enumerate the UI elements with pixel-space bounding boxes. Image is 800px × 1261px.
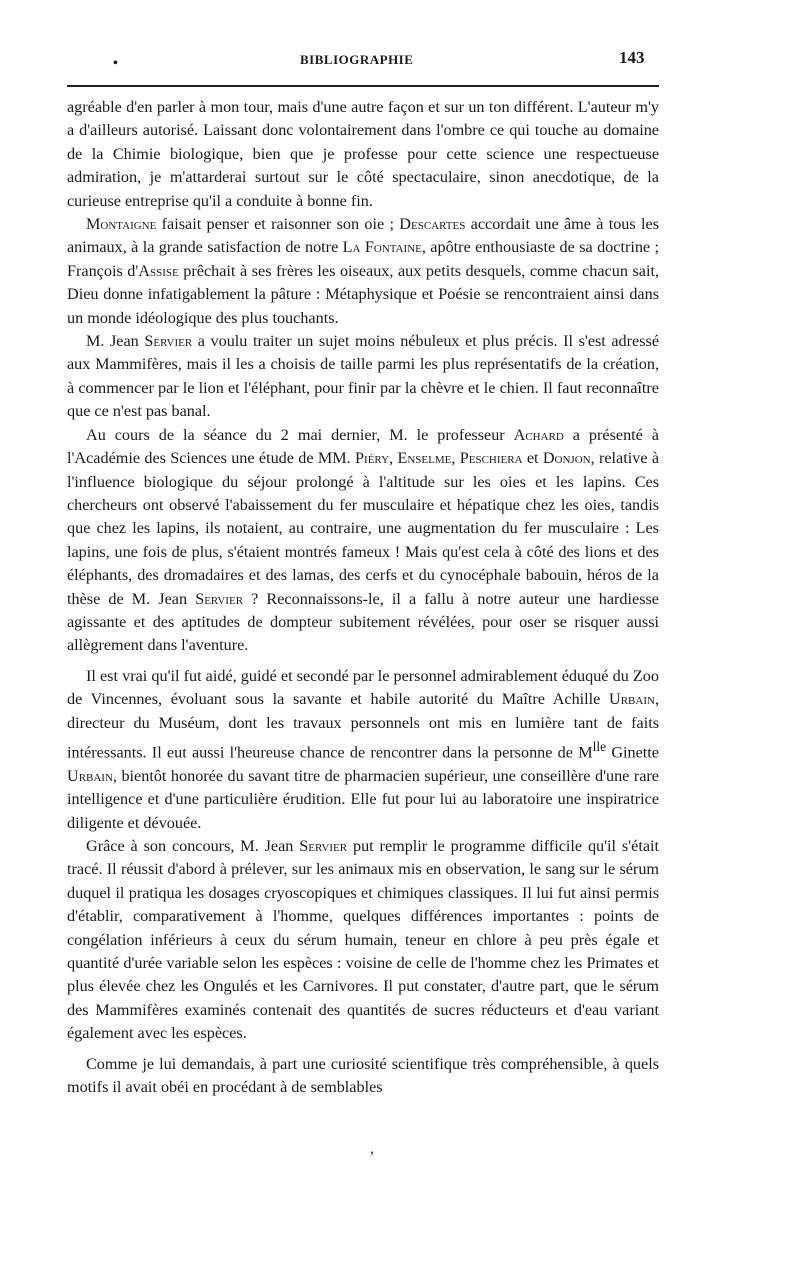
paragraph-2 bbox=[67, 213, 659, 330]
p4-text-1: a présenté à l'Académie des Sciences une étude de MM. bbox=[67, 425, 659, 468]
name-servier-2: Servier bbox=[195, 589, 244, 608]
p6-text: put remplir le programme difficile qu'il s'était tracé. Il réussit d'abord à prélever, sur les animaux mis en observation, le sang sur le sérum duquel il pratiqua les dosages cryoscopiques et chimiques classiques. Il lui fut ainsi permis d'établir, comparativement à l'homme, quelques différences importantes : points de congélation inférieurs à ceux du sérum humain, teneur en chlore à peu près égale et quantité d'urée variable selon les espèces : voisine de celle de l'homme chez les Primates et plus élevée chez les Ongulés et les Carnivores. Il put constater, d'autre part, que le sérum des Mammifères examinés contenait des quantités de sucres réducteurs et d'eau variant également avec les espèces. bbox=[67, 836, 659, 1043]
name-urbain-1: Urbain bbox=[609, 690, 655, 709]
name-montaigne: Montaigne bbox=[86, 215, 157, 234]
name-peschiera: Peschiera bbox=[459, 449, 523, 468]
p3-lead: M. Jean bbox=[86, 332, 145, 351]
p2-text-b: accordait une âme à tous les animaux, à la grande satisfaction de notre bbox=[67, 215, 659, 257]
running-head: BIBLIOGRAPHIE bbox=[300, 52, 414, 67]
p3-text: a voulu traiter un sujet moins nébuleux et plus précis. Il s'est adressé aux Mammifères, mais il les a choisis de taille parmi les plus représentatifs de la création, à commencer par le lion et l'éléphant, pour finir par la chèvre et le chien. Il faut reconnaître que ce n'est pas banal. bbox=[67, 332, 660, 421]
paragraph-1: agréable d'en parler à mon tour, mais d'une autre façon et sur un ton différent. L'auteur m'y a d'ailleurs autorisé. Laissant donc volontairement dans l'ombre ce qui touche au domaine de la Chimie biologique, bien que je professe pour cette science une respectueuse admiration, je m'attarderai surtout sur le côté spectaculaire, sinon anecdotique, de la curieuse entreprise qu'il a conduite à bonne fin. bbox=[67, 98, 659, 210]
p4-lead: Au cours de la séance du 2 mai dernier, M. le professeur bbox=[86, 425, 514, 444]
name-urbain-2: Urbain bbox=[67, 766, 113, 785]
body-text bbox=[67, 96, 659, 1099]
name-descartes: Descartes bbox=[399, 215, 466, 234]
p5-text-3: , bientôt honorée du savant titre de pharmacien supérieur, une conseillère d'une rare intelligence et d'une particulière érudition. Elle fut pour lui au laboratoire une inspiratrice diligente et dévouée. bbox=[67, 766, 659, 832]
paragraph-4: Au cours de la séance du 2 mai dernier, M. le professeur Achard a présenté à l'Académie des Sciences une étude de MM. Piéry, Enselme, Peschiera et Donjon, relative à l'influence biologique du séjour prolongé à l'altitude sur les oies et les lapins. Ces chercheurs ont observé l'abaissement du fer musculaire et hépatique chez les oies, tandis que chez les lapins, ils notaient, au contraire, une augmentation du fer musculaire : Les lapins, une fois de plus, s'étaient montrés fameux ! Mais qu'est cela à côté des lions et des éléphants, des dromadaires et des lamas, des cerfs et du cynocéphale babouin, héros de la thèse de M. Jean Servier ? Reconnaissons-le, il a fallu à notre auteur une hardiesse agissante et des aptitudes de dompteur subitement révélées, pour oser se risquer aussi allègrement dans l'aventure. bbox=[67, 425, 660, 655]
header-rule bbox=[67, 85, 659, 87]
name-servier-3: Servier bbox=[299, 836, 348, 855]
page-number: 143 bbox=[619, 48, 645, 67]
p4-text-3: ? Reconnaissons-le, il a fallu à notre auteur une hardiesse agissante et des aptitudes de dompteur subitement révélées, pour oser se risquer aussi allègrement dans l'aventure. bbox=[67, 589, 659, 655]
name-servier-1: Servier bbox=[144, 332, 193, 351]
footer-mark: , bbox=[370, 1140, 374, 1157]
name-assise: Assise bbox=[138, 261, 179, 280]
paragraph-3 bbox=[67, 330, 659, 424]
p2-text-a: faisait penser et raisonner son oie ; bbox=[161, 215, 400, 234]
header-dot: • bbox=[113, 56, 118, 71]
p5-lead: Il est vrai qu'il fut aidé, guidé et secondé par le personnel admirablement éduqué du Zoo de Vincennes, évoluant sous la savante et habile autorité du Maître Achille bbox=[67, 666, 659, 709]
paragraph-7: Comme je lui demandais, à part une curiosité scientifique très compréhensible, à quels motifs il avait obéi en procédant à de semblables bbox=[67, 1054, 659, 1097]
p5-text-1: , directeur du Muséum, dont les travaux personnels ont mis en lumière tant de faits intéressants. Il eut aussi l'heureuse chance de rencontrer dans la personne de M bbox=[67, 690, 659, 762]
name-enselme: Enselme bbox=[397, 449, 452, 468]
p5-text-2: Ginette bbox=[606, 743, 659, 762]
name-donjon: Donjon bbox=[542, 449, 591, 468]
paragraph-6 bbox=[67, 835, 659, 1046]
paragraph-5 bbox=[67, 665, 659, 835]
p6-lead: Grâce à son concours, M. Jean bbox=[86, 836, 300, 855]
name-piery: Piéry bbox=[355, 449, 390, 468]
p4-text-2: , relative à l'influence biologique du séjour prolongé à l'altitude sur les oies et les lapins. Ces chercheurs ont observé l'abaissement du fer musculaire et hépatique chez les oies, tandis que chez les lapins, ils notaient, au contraire, une augmentation du fer musculaire : Les lapins, une fois de plus, s'étaient montrés fameux ! Mais qu'est cela à côté des lions et des éléphants, des dromadaires et des lamas, des cerfs et du cynocéphale babouin, héros de la thèse de M. Jean bbox=[67, 449, 660, 608]
name-achard: Achard bbox=[513, 425, 564, 444]
name-la-fontaine: La Fontaine bbox=[342, 238, 422, 257]
p2-text-c: , apôtre enthousiaste de sa doctrine ; François d' bbox=[67, 238, 659, 280]
p2-text-d: prêchait à ses frères les oiseaux, aux petits desquels, comme chacun sait, Dieu donne infatigablement la pâture : Métaphysique et Poésie se rencontraient ainsi dans un monde idéologique des plus touchants. bbox=[67, 261, 659, 327]
p5-sup: lle bbox=[592, 738, 607, 754]
